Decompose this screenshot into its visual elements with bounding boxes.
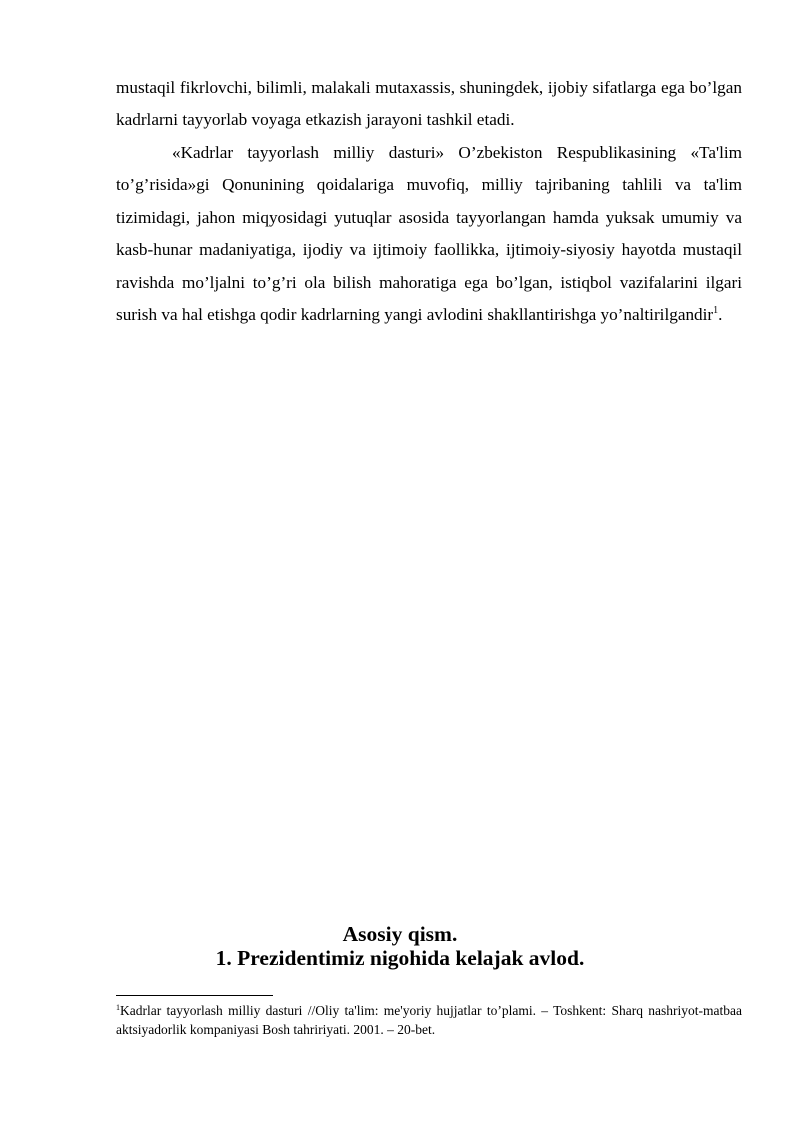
footnote-separator [116,995,273,996]
footnote-reference[interactable]: 1 [713,305,719,317]
section-heading: Asosiy qism. [342,922,458,946]
paragraph-period: . [718,305,723,325]
chapter-heading: 1. Prezidentimiz nigohida kelajak avlod. [215,946,585,970]
paragraph-text: «Kadrlar tayyorlash milliy dasturi» O’zbekiston Respublikasining «Ta'lim to’g’risida»gi Qonunining qoidalariga muvofiq, milliy tajribaning tahlili va ta'lim tizimidagi, jahon miqyosidagi yutuqlar asosida tayyorlangan hamda yuksak umumiy va kasb-hunar madaniyatiga, ijodiy va ijtimoiy faollikka, ijtimoiy-siyosiy hayotda mustaqil ravishda mo’ljalni to’g’ri ola bilish mahoratiga ega bo’lgan, istiqbol vazifalarini ilgari surish va hal etishga qodir kadrlarning yangi avlodini shakllantirishga yo’naltirilgandir [116,143,742,325]
paragraph-continuation: mustaqil fikrlovchi, bilimli, malakali mutaxassis, shuningdek, ijobiy sifatlarga ega bo’lgan kadrlarni tayyorlab voyaga etkazish jarayoni tashkil etadi. [116,78,742,130]
paragraph-kadrlar-dasturi [116,137,742,331]
footnote-text: Kadrlar tayyorlash milliy dasturi //Oliy ta'lim: me'yoriy hujjatlar to’plami. – Toshkent: Sharq nashriyot-matbaa aktsiyadorlik kompaniyasi Bosh tahririyati. 2001. – 20-bet. [116,1003,742,1037]
footnote-mark: 1 [116,1003,120,1012]
footnote [116,1001,742,1039]
